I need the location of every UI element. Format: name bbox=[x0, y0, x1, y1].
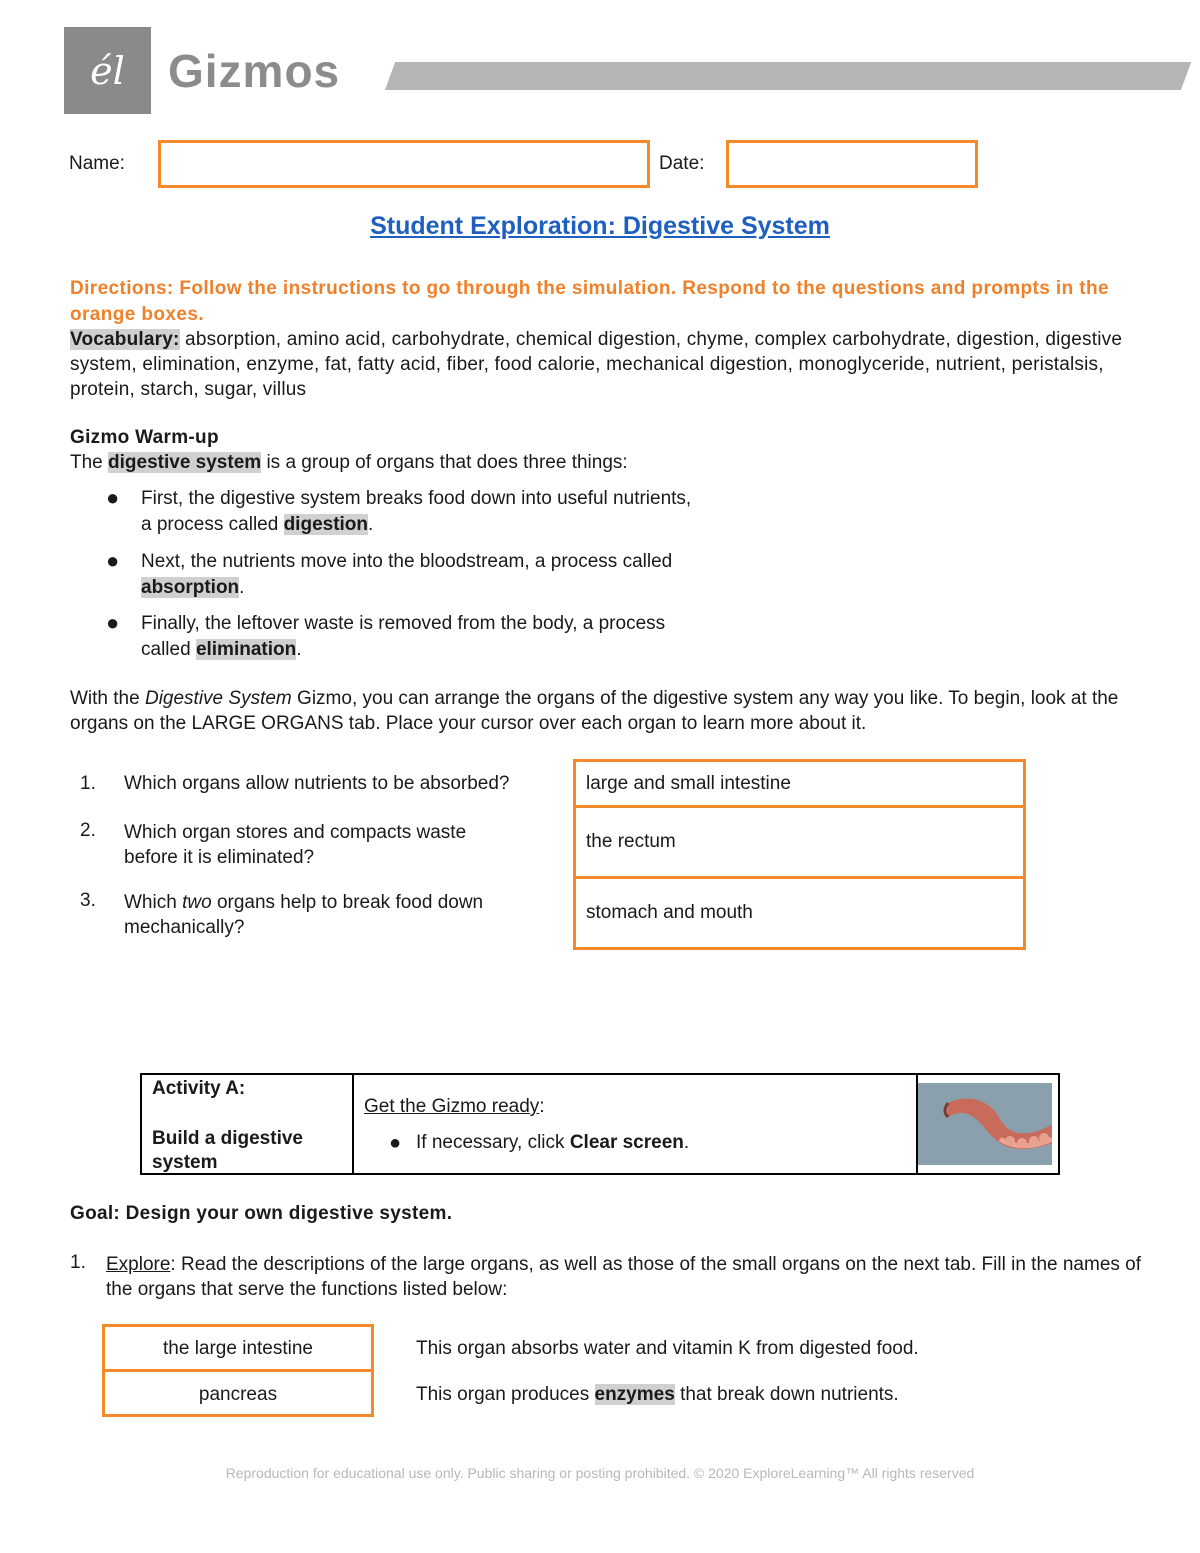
activity-label: Activity A: bbox=[152, 1078, 246, 1099]
explorelearning-logo bbox=[64, 27, 151, 114]
organ-answer-2[interactable]: pancreas bbox=[198, 1384, 278, 1405]
date-label: Date: bbox=[659, 153, 705, 174]
answer-box-3[interactable]: stomach and mouth bbox=[573, 876, 1026, 950]
bullet-icon: ● bbox=[106, 485, 120, 510]
vocabulary-label: Vocabulary: bbox=[70, 329, 180, 350]
name-label: Name: bbox=[69, 153, 125, 174]
vocabulary-terms: absorption, amino acid, carbohydrate, chemical digestion, chyme, complex carbohydrate, digestion, digestive system, elimination, enzyme, fat, fatty acid, fiber, food calorie, mechanical digestion, monoglyceride, nutrient, peristalsis, protein, starch, sugar, villus bbox=[70, 329, 1123, 400]
question-number: 1. bbox=[80, 773, 96, 794]
gizmos-brand: Gizmos bbox=[168, 45, 341, 97]
footer-copyright: Reproduction for educational use only. Public sharing or posting prohibited. © 2020 ExploreLearning™ All rights reserved bbox=[225, 1465, 975, 1481]
bullet-icon: ● bbox=[389, 1132, 402, 1154]
bullet-icon: ● bbox=[106, 610, 120, 635]
explore-text: Explore: Read the descriptions of the large organs, as well as those of the small organs on the next tab. Fill in the names of the organs that serve the functions listed below: bbox=[106, 1254, 1142, 1300]
question-3-text: Which two organs help to break food down mechanically? bbox=[124, 892, 484, 938]
organ-answer-1[interactable]: the large intestine bbox=[163, 1338, 313, 1359]
logo-mark: él bbox=[90, 48, 125, 93]
warmup-intro: The digestive system is a group of organs that does three things: bbox=[70, 452, 628, 473]
digestive-organ-image bbox=[918, 1083, 1052, 1165]
bullet-item-absorption: Next, the nutrients move into the bloodstream, a process called absorption. bbox=[141, 551, 673, 598]
date-field[interactable] bbox=[726, 140, 978, 188]
activity-name: Build a digestive system bbox=[152, 1128, 303, 1173]
header-bar bbox=[385, 62, 1191, 90]
question-1-text: Which organs allow nutrients to be absorbed? bbox=[124, 773, 510, 794]
organ-function-2: This organ produces enzymes that break down nutrients. bbox=[416, 1384, 899, 1405]
name-field[interactable] bbox=[158, 140, 650, 188]
bullet-icon: ● bbox=[106, 548, 120, 573]
page-title: Student Exploration: Digestive System bbox=[370, 212, 830, 240]
answer-box-2[interactable]: the rectum bbox=[573, 805, 1026, 879]
answer-divider bbox=[105, 1369, 371, 1372]
question-2-text: Which organ stores and compacts waste before it is eliminated? bbox=[124, 822, 467, 868]
warmup-heading: Gizmo Warm-up bbox=[70, 427, 219, 448]
gizmo-paragraph: With the Digestive System Gizmo, you can arrange the organs of the digestive system any way you like. To begin, look at the organs on the LARGE ORGANS tab. Place your cursor over each organ to learn more about it. bbox=[70, 688, 1119, 734]
answer-box-1[interactable]: large and small intestine bbox=[573, 759, 1026, 808]
vocabulary bbox=[70, 327, 1140, 402]
gizmo-ready-heading: Get the Gizmo ready: bbox=[364, 1096, 545, 1117]
goal-text: Goal: Design your own digestive system. bbox=[70, 1203, 453, 1224]
term-digestive-system: digestive system bbox=[108, 452, 262, 473]
question-number: 3. bbox=[80, 890, 96, 911]
table-divider bbox=[352, 1073, 354, 1175]
organ-function-1: This organ absorbs water and vitamin K from digested food. bbox=[416, 1338, 919, 1359]
bullet-item-elimination: Finally, the leftover waste is removed from the body, a process called elimination. bbox=[141, 613, 666, 660]
directions: Directions: Follow the instructions to go through the simulation. Respond to the questions and prompts in the orange boxes. bbox=[70, 278, 1109, 325]
clear-screen-step: If necessary, click Clear screen. bbox=[416, 1132, 690, 1153]
question-number: 2. bbox=[80, 820, 96, 841]
bullet-item-digestion: First, the digestive system breaks food down into useful nutrients, a process called digestion. bbox=[141, 488, 692, 535]
explore-number: 1. bbox=[70, 1252, 86, 1273]
